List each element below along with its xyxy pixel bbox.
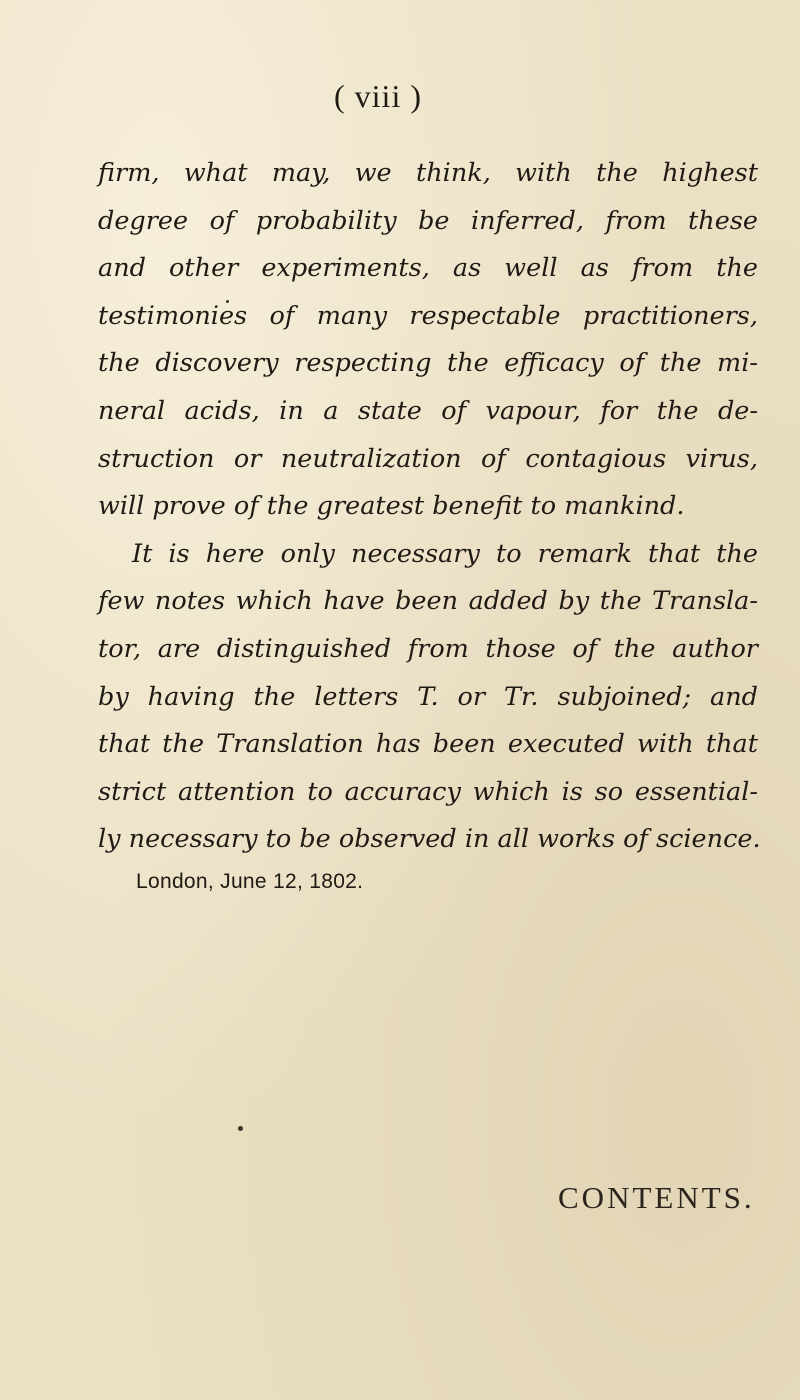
text-line: ly necessary to be observed in all works of science. — [98, 824, 761, 855]
text-line: degree of probability be inferred, from these — [98, 205, 758, 236]
text-line: the discovery respecting the efficacy of the mi- — [98, 348, 758, 379]
text-line: strict attention to accuracy which is so essential- — [98, 776, 758, 807]
page-number: ( viii ) — [334, 78, 422, 114]
text-line: It is here only necessary to remark that the — [132, 538, 758, 569]
ink-speck — [238, 1126, 243, 1131]
body-text — [98, 150, 761, 864]
text-line: testimonies of many respectable practitioners, — [98, 300, 758, 331]
text-line: that the Translation has been executed with that — [98, 729, 758, 760]
catchword: CONTENTS. — [558, 1180, 755, 1215]
text-line: neral acids, in a state of vapour, for the de- — [98, 395, 758, 426]
text-line: few notes which have been added by the Transla- — [98, 586, 758, 617]
text-line: and other experiments, as well as from the — [98, 253, 758, 284]
text-line: by having the letters T. or Tr. subjoined; and — [98, 681, 758, 712]
text-line: tor, are distinguished from those of the author — [98, 633, 758, 664]
place-date-signoff: London, June 12, 1802. — [136, 870, 364, 893]
text-line: struction or neutralization of contagious virus, — [98, 443, 758, 474]
text-line: firm, what may, we think, with the highest — [98, 158, 758, 188]
text-line: will prove of the greatest benefit to mankind. — [98, 491, 685, 522]
